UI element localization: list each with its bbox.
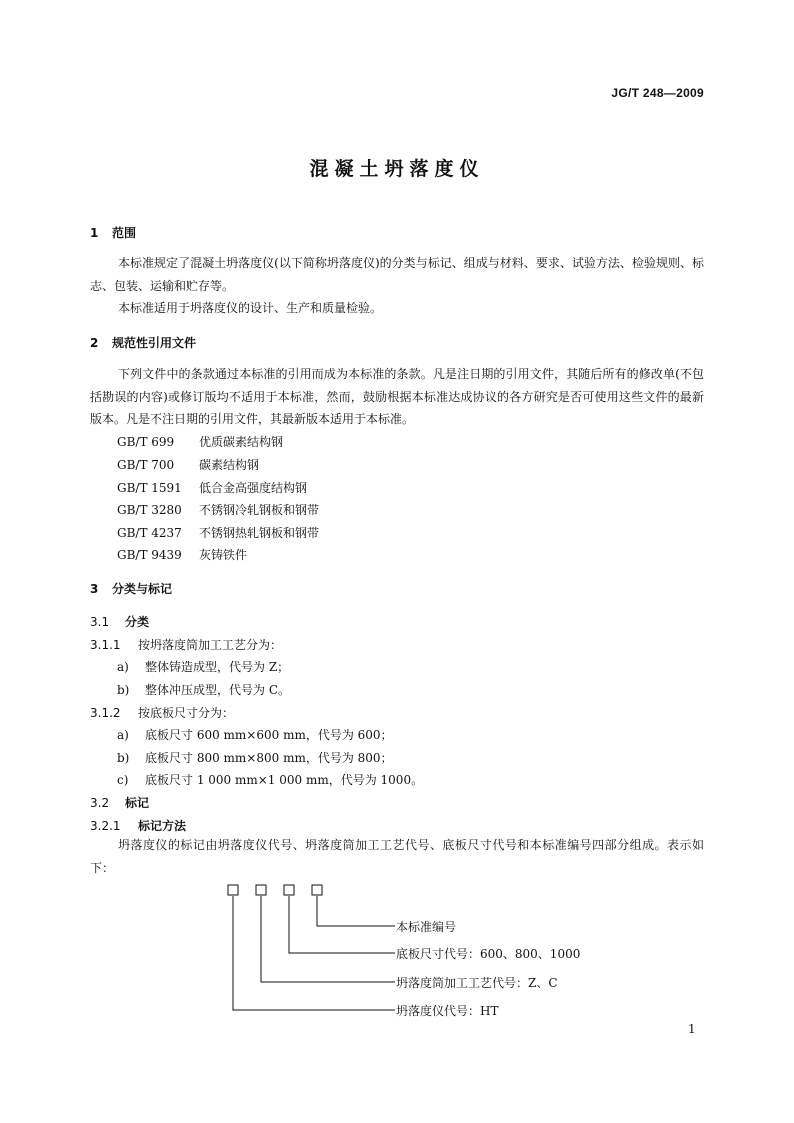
section-title: 规范性引用文件 bbox=[112, 336, 197, 350]
diagram-label-ht: 坍落度仪代号：HT bbox=[396, 1004, 499, 1018]
section-number: 2 bbox=[90, 336, 99, 350]
list-text: 底板尺寸 800 mm×800 mm，代号为 800； bbox=[145, 751, 393, 765]
list-marker: a) bbox=[117, 728, 129, 742]
list-text: 整体铸造成型，代号为 Z； bbox=[145, 660, 290, 674]
reference-code: GB/T 3280 bbox=[117, 503, 182, 517]
list-marker: a) bbox=[117, 660, 129, 674]
code-box-process bbox=[256, 885, 266, 895]
reference-code: GB/T 1591 bbox=[117, 481, 182, 495]
clause-text: 按坍落度筒加工工艺分为： bbox=[138, 638, 283, 652]
section-title: 范围 bbox=[112, 226, 137, 240]
reference-name: 优质碳素结构钢 bbox=[199, 435, 284, 449]
code-box-size bbox=[284, 885, 294, 895]
list-marker: b) bbox=[117, 683, 130, 697]
section-title: 分类与标记 bbox=[112, 582, 173, 596]
paragraph: 本标准规定了混凝土坍落度仪(以下简称坍落度仪)的分类与标记、组成与材料、要求、试验方法、检验规则、标志、包装、运输和贮存等。 bbox=[90, 256, 704, 293]
list-text: 整体冲压成型，代号为 C。 bbox=[145, 683, 290, 697]
section-number: 3 bbox=[90, 582, 99, 596]
list-text: 底板尺寸 1 000 mm×1 000 mm，代号为 1000。 bbox=[145, 773, 424, 787]
reference-name: 不锈钢冷轧钢板和钢带 bbox=[199, 503, 320, 517]
subsection-number: 3.2 bbox=[90, 796, 110, 810]
list-marker: c) bbox=[117, 773, 129, 787]
reference-code: GB/T 9439 bbox=[117, 548, 182, 562]
reference-code: GB/T 4237 bbox=[117, 526, 182, 540]
list-marker: b) bbox=[117, 751, 130, 765]
diagram-label-standard: 本标准编号 bbox=[396, 920, 457, 934]
section-number: 1 bbox=[90, 226, 99, 240]
reference-code: GB/T 700 bbox=[117, 458, 175, 472]
clause-text: 按底板尺寸分为： bbox=[138, 706, 235, 720]
reference-name: 碳素结构钢 bbox=[199, 458, 260, 472]
reference-code: GB/T 699 bbox=[117, 435, 175, 449]
reference-name: 不锈钢热轧钢板和钢带 bbox=[199, 526, 320, 540]
subsection-number: 3.1 bbox=[90, 615, 110, 629]
document-title: 混凝土坍落度仪 bbox=[309, 158, 485, 180]
standard-number: JG/T 248—2009 bbox=[611, 86, 704, 100]
code-box-ht bbox=[228, 885, 238, 895]
leader-line bbox=[289, 896, 395, 953]
clause-title: 标记方法 bbox=[138, 819, 187, 833]
clause-number: 3.2.1 bbox=[90, 819, 121, 833]
paragraph: 坍落度仪的标记由坍落度仪代号、坍落度筒加工工艺代号、底板尺寸代号和本标准编号四部分组成。表示如下： bbox=[90, 838, 704, 875]
diagram-label-size: 底板尺寸代号：600、800、1000 bbox=[396, 947, 581, 961]
paragraph: 下列文件中的条款通过本标准的引用而成为本标准的条款。凡是注日期的引用文件，其随后所有的修改单(不包括勘误的内容)或修订版均不适用于本标准，然而，鼓励根据本标准达成协议的各方研究是否可使用这些文件的最新版本。凡是不注日期的引用文件，其最新版本适用于本标准。 bbox=[90, 367, 704, 426]
subsection-title: 标记 bbox=[125, 796, 150, 810]
leader-line bbox=[317, 896, 395, 926]
page-number: 1 bbox=[688, 1022, 696, 1036]
clause-number: 3.1.2 bbox=[90, 706, 121, 720]
paragraph: 本标准适用于坍落度仪的设计、生产和质量检验。 bbox=[118, 301, 383, 315]
subsection-title: 分类 bbox=[125, 615, 150, 629]
code-box-standard bbox=[312, 885, 322, 895]
leader-line bbox=[261, 896, 395, 982]
diagram-label-process: 坍落度筒加工工艺代号：Z、C bbox=[396, 976, 558, 990]
clause-number: 3.1.1 bbox=[90, 638, 121, 652]
reference-name: 低合金高强度结构钢 bbox=[199, 481, 308, 495]
reference-name: 灰铸铁件 bbox=[199, 548, 248, 562]
list-text: 底板尺寸 600 mm×600 mm，代号为 600； bbox=[145, 728, 393, 742]
